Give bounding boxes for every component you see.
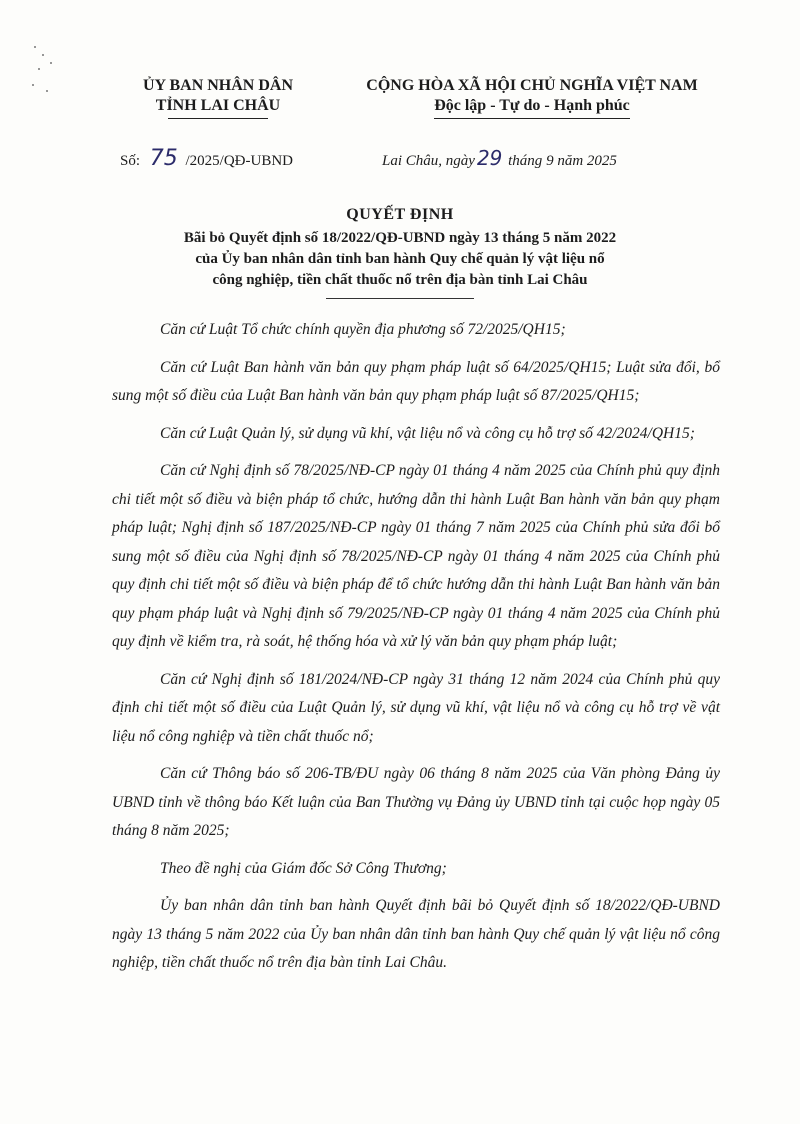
preamble-paragraph: Căn cứ Luật Tổ chức chính quyền địa phương số 72/2025/QH15; — [160, 321, 566, 338]
national-motto: Độc lập - Tự do - Hạnh phúc — [434, 97, 630, 114]
doc-number-prefix: Số: — [120, 153, 141, 169]
subtitle-line: Bãi bỏ Quyết định số 18/2022/QĐ-UBND ngày 13 tháng 5 năm 2022 — [183, 230, 617, 246]
issuing-agency — [128, 76, 308, 116]
doc-number-suffix: /2025/QĐ-UBND — [185, 153, 294, 169]
date-line — [382, 146, 617, 170]
date-month: 9 — [546, 153, 554, 169]
decision-paragraph: Ủy ban nhân dân tỉnh ban hành Quyết định bãi bỏ Quyết định số 18/2022/QĐ-UBND ngày 13 tháng 5 năm 2022 của Ủy ban nhân dân tỉnh ban hành Quy chế quản lý vật liệu nổ công nghiệp, tiền chất thuốc nổ trên địa bàn tỉnh Lai Châu. — [112, 897, 720, 971]
subtitle-underline — [326, 298, 474, 299]
preamble-paragraph: Theo đề nghị của Giám đốc Sở Công Thương; — [160, 859, 447, 877]
document-title: QUYẾT ĐỊNH — [346, 206, 454, 223]
document-number — [120, 146, 293, 171]
subtitle-line: của Ủy ban nhân dân tỉnh ban hành Quy chế quản lý vật liệu nổ — [195, 251, 605, 267]
scan-specks — [30, 40, 70, 100]
preamble-paragraph: Căn cứ Nghị định số 181/2024/NĐ-CP ngày 31 tháng 12 năm 2024 của Chính phủ quy định chi tiết một số điều của Luật Quản lý, sử dụng vũ khí, vật liệu nổ và công cụ hỗ trợ về vật liệu nổ công nghiệp và tiền chất thuốc nổ; — [112, 670, 720, 745]
agency-line-1: ỦY BAN NHÂN DÂN — [142, 77, 294, 94]
doc-number-handwritten: 75 — [149, 146, 178, 171]
preamble-paragraph: Căn cứ Luật Quản lý, sử dụng vũ khí, vật liệu nổ và công cụ hỗ trợ số 42/2024/QH15; — [160, 424, 695, 442]
document-subtitle — [130, 228, 670, 291]
date-month-label: tháng — [508, 153, 543, 169]
preamble-paragraph: Căn cứ Luật Ban hành văn bản quy phạm pháp luật số 64/2025/QH15; Luật sửa đổi, bổ sung một số điều của Luật Ban hành văn bản quy phạm pháp luật số 87/2025/QH15; — [112, 358, 720, 404]
national-header — [352, 76, 712, 116]
date-place: Lai Châu, ngày — [382, 153, 475, 169]
agency-line-2: TỈNH LAI CHÂU — [155, 97, 281, 114]
document-body — [112, 316, 720, 987]
date-year: 2025 — [586, 153, 617, 169]
state-name: CỘNG HÒA XÃ HỘI CHỦ NGHĨA VIỆT NAM — [366, 77, 698, 94]
subtitle-line: công nghiệp, tiền chất thuốc nổ trên địa bàn tỉnh Lai Châu — [212, 272, 588, 288]
preamble-paragraph: Căn cứ Nghị định số 78/2025/NĐ-CP ngày 01 tháng 4 năm 2025 của Chính phủ quy định chi tiết một số điều và biện pháp tổ chức, hướng dẫn thi hành Luật Ban hành văn bản quy phạm pháp luật; Nghị định số 187/2025/NĐ-CP ngày 01 tháng 7 năm 2025 của Chính phủ sửa đổi bổ sung một số điều của Nghị định số 78/2025/NĐ-CP ngày 01 tháng 4 năm 2025 của Chính phủ quy định chi tiết một số điều và biện pháp để tổ chức hướng dẫn thi hành Luật Ban hành văn bản quy phạm pháp luật và Nghị định số 79/2025/NĐ-CP ngày 01 tháng 4 năm 2025 của Chính phủ quy định về kiểm tra, rà soát, hệ thống hóa và xử lý văn bản quy phạm pháp luật; — [112, 462, 720, 650]
date-year-label: năm — [557, 153, 584, 169]
preamble-paragraph: Căn cứ Thông báo số 206-TB/ĐU ngày 06 tháng 8 năm 2025 của Văn phòng Đảng ủy UBND tỉnh về thông báo Kết luận của Ban Thường vụ Đảng ủy UBND tỉnh tại cuộc họp ngày 05 tháng 8 năm 2025; — [112, 765, 720, 839]
date-day-handwritten: 29 — [476, 146, 503, 170]
